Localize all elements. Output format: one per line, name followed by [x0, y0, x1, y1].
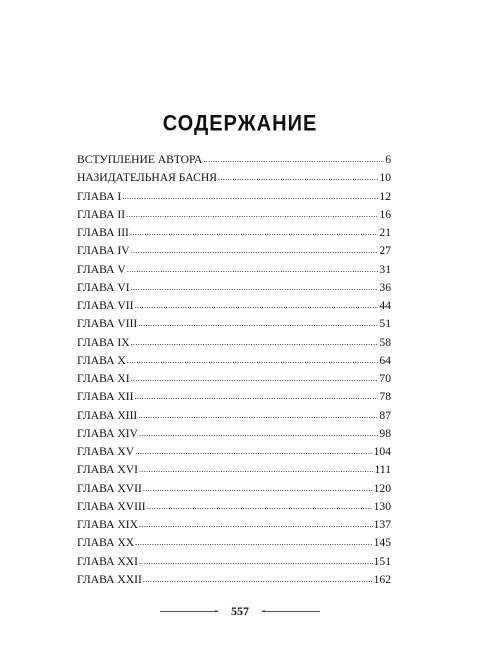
toc-entry-label: ГЛАВА XV — [77, 445, 135, 458]
toc-entry-label: ГЛАВА XIX — [77, 518, 138, 531]
toc-entry — [77, 188, 391, 206]
toc-entry-label: ГЛАВА IX — [77, 335, 130, 349]
toc-entry-page: 78 — [379, 390, 391, 404]
toc-entry — [77, 261, 391, 279]
toc-entry-page: 120 — [373, 481, 391, 495]
toc-entry-page: 36 — [379, 280, 391, 294]
toc-entry-page: 6 — [385, 153, 391, 166]
dot-leader — [134, 297, 378, 315]
toc-entry — [77, 352, 391, 370]
dot-leader — [131, 242, 379, 260]
toc-entry-page: 64 — [379, 353, 391, 367]
toc-entry-page: 87 — [379, 408, 391, 422]
toc-entry — [77, 242, 391, 260]
toc-entry-page: 104 — [373, 445, 391, 458]
dot-leader — [122, 188, 378, 206]
toc-entry — [77, 224, 391, 242]
toc-entry — [77, 534, 391, 552]
toc-entry-page: 98 — [379, 426, 391, 440]
dot-leader — [203, 151, 384, 169]
toc-entry — [77, 425, 391, 443]
toc-entry-label: ГЛАВА XXII — [77, 572, 142, 586]
dot-leader — [139, 461, 374, 479]
page-title: СОДЕРЖАНИЕ — [162, 111, 318, 137]
dot-leader — [127, 261, 379, 279]
toc-entry-page: 137 — [373, 518, 391, 531]
toc-entry-page: 21 — [379, 226, 391, 239]
toc-entry — [77, 315, 391, 333]
dot-leader — [143, 480, 373, 498]
toc-entry — [77, 407, 391, 425]
toc-entry-label: ГЛАВА XII — [77, 390, 134, 404]
toc-entry-label: ГЛАВА VI — [77, 280, 130, 294]
toc-entry-label: ВСТУПЛЕНИЕ АВТОРА — [77, 153, 203, 166]
dot-leader — [138, 315, 378, 333]
toc-entry — [77, 443, 391, 461]
dot-leader — [139, 553, 373, 571]
toc-entry — [77, 297, 391, 315]
toc-entry-page: 16 — [379, 207, 391, 221]
toc-entry-label: ГЛАВА XXI — [77, 554, 138, 568]
dot-leader — [139, 425, 378, 443]
toc-entry — [77, 334, 391, 352]
toc-entry-page: 27 — [379, 244, 391, 258]
dot-leader — [135, 534, 373, 552]
toc-entry-page: 10 — [379, 171, 391, 185]
toc-entry — [77, 498, 391, 516]
toc-entry-page: 31 — [379, 262, 391, 276]
toc-entry-label: ГЛАВА I — [77, 189, 122, 203]
toc-entry-page: 151 — [373, 554, 391, 568]
toc-entry-page: 51 — [379, 317, 391, 331]
toc-entry-label: ГЛАВА XVI — [77, 463, 138, 477]
dot-leader — [134, 388, 378, 406]
dot-leader — [138, 407, 378, 425]
toc-entry — [77, 279, 391, 297]
toc-entry-label: ГЛАВА II — [77, 207, 126, 221]
page-number: 557 — [231, 604, 249, 618]
toc-entry-label: ГЛАВА IV — [77, 244, 130, 258]
toc-entry-label: ГЛАВА XVII — [77, 481, 142, 495]
toc-entry — [77, 169, 391, 187]
toc-entry-page: 111 — [374, 463, 391, 477]
toc-entry-page: 12 — [379, 189, 391, 203]
dot-leader — [143, 571, 373, 589]
toc-entry-page: 70 — [379, 372, 391, 385]
dot-leader — [131, 334, 379, 352]
toc-entry-label: ГЛАВА VIII — [77, 317, 138, 331]
toc-entry-label: ГЛАВА V — [77, 262, 126, 276]
dot-leader — [147, 498, 373, 516]
toc-entry-page: 130 — [373, 499, 391, 513]
toc-entry — [77, 206, 391, 224]
toc-entry-label: НАЗИДАТЕЛЬНАЯ БАСНЯ — [77, 171, 217, 185]
toc-entry-label: ГЛАВА XIV — [77, 426, 138, 440]
dot-leader — [127, 352, 379, 370]
toc-entry-label: ГЛАВА X — [77, 353, 126, 367]
toc-entry-page: 145 — [373, 536, 391, 550]
dot-leader — [135, 443, 373, 461]
dot-leader — [218, 169, 378, 187]
toc-entry-label: ГЛАВА XIII — [77, 408, 138, 422]
toc-entry — [77, 571, 391, 589]
toc-entry — [77, 388, 391, 406]
toc-entry-label: ГЛАВА III — [77, 226, 129, 239]
dot-leader — [139, 516, 373, 534]
toc-entry — [77, 151, 391, 169]
toc-entry — [77, 461, 391, 479]
toc-entry-label: ГЛАВА XVIII — [77, 499, 146, 513]
table-of-contents — [77, 151, 391, 589]
toc-entry-page: 44 — [379, 299, 391, 312]
toc-entry-page: 162 — [373, 572, 391, 586]
dot-leader — [130, 224, 378, 242]
toc-entry-label: ГЛАВА VII — [77, 299, 134, 312]
dot-leader — [131, 370, 379, 388]
page-footer — [160, 603, 320, 619]
toc-entry — [77, 516, 391, 534]
toc-entry — [77, 480, 391, 498]
toc-entry-label: ГЛАВА XX — [77, 536, 135, 550]
toc-entry — [77, 553, 391, 571]
toc-entry-label: ГЛАВА XI — [77, 372, 130, 385]
toc-entry-page: 58 — [379, 335, 391, 349]
toc-entry — [77, 370, 391, 388]
footer-rule-right — [262, 611, 320, 612]
dot-leader — [126, 206, 378, 224]
dot-leader — [131, 279, 379, 297]
